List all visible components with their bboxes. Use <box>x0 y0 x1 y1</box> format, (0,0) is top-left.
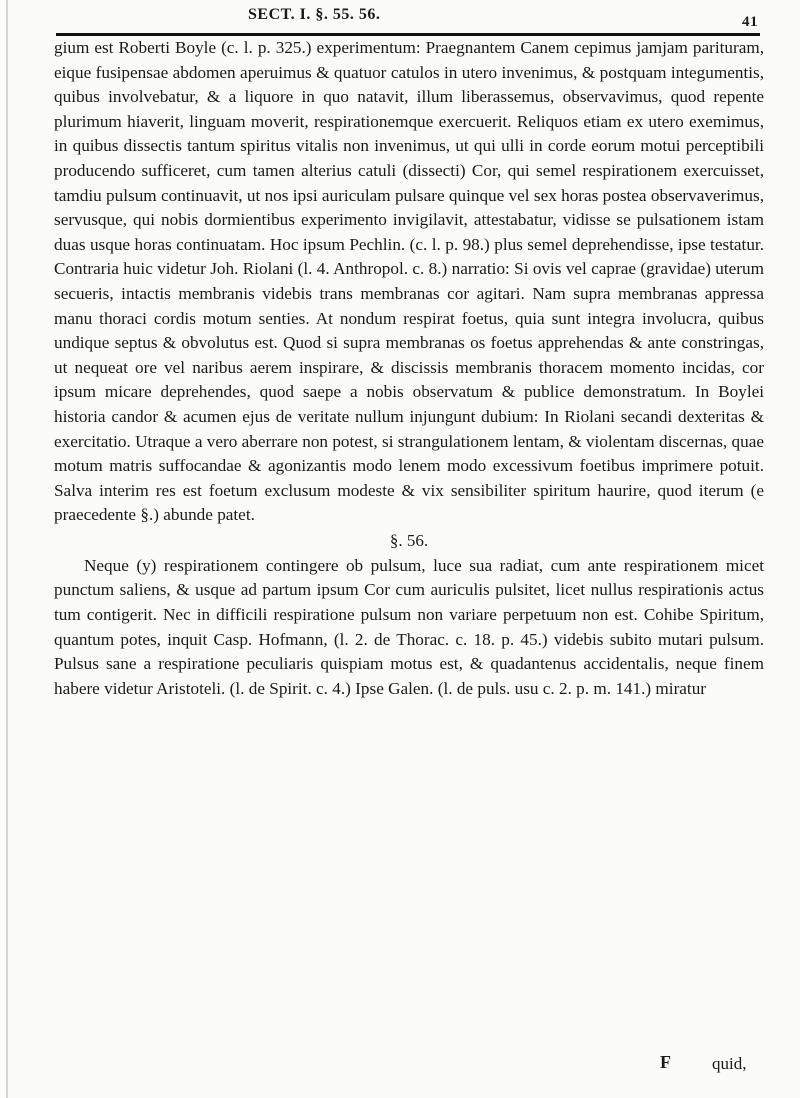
catchword: quid, <box>712 1054 747 1073</box>
page-header <box>248 4 758 30</box>
paragraph-2: Neque (y) respirationem contingere ob pulsum, luce sua radiat, cum ante respirationem micet punctum saliens, & usque ad partum ipsum Cor cum auriculis pulsitet, licet nullus respirationis actus tum contigerit. Nec in difficili respiratione pulsum non variare perpetuum non est. Cohibe Spiritum, quantum potes, inquit Casp. Hofmann, (l. 2. de Thorac. c. 18. p. 45.) videbis subito mutari pulsum. Pulsus sane a respiratione peculiaris quispiam motus est, & quadantenus accidentalis, neque finem habere videtur Aristoteli. (l. de Spirit. c. 4.) Ipse Galen. (l. de puls. usu c. 2. p. m. 141.) miratur <box>54 555 764 698</box>
section-heading: §. 56. <box>389 530 429 550</box>
signature-mark: F <box>660 1052 671 1072</box>
body-text <box>54 36 764 701</box>
page-number: 41 <box>742 14 758 30</box>
paragraph-1: gium est Roberti Boyle (c. l. p. 325.) experimentum: Praegnantem Canem cepimus jamjam parituram, eique fusipensae abdomen aperuimus & quatuor catulos in utero invenimus, & postquam integumentis, quibus involvebatur, & a liquore in quo natavit, illum liberassemus, observavimus, quod repente plurimum hiaverit, linguam moverit, respirationemque exercuerit. Reliquos etiam ex utero exemimus, in quibus dissectis tantum spiritus vitalis non invenimus, ut qui ulli in corde eorum motui perceptibili producendo sufficeret, cum tamen alterius catuli (dissecti) Cor, qui semel respirationem exercuisset, tamdiu pulsum continuavit, ut nos ipsi auriculam pulsare quinque vel sex horas postea observaverimus, servusque, qui nobis dormientibus experimento invigilavit, attestabatur, vidisse se pulsationem istam duas usque horas continuatam. Hoc ipsum Pechlin. (c. l. p. 98.) plus semel deprehendisse, ipse testatur. Contraria huic videtur Joh. Riolani (l. 4. Anthropol. c. 8.) narratio: Si ovis vel caprae (gravidae) uterum secueris, intactis membranis videbis trans membranas cor agitari. Nam supra membranas appressa manu thoraci cordis motum senties. At nondum respirat foetus, quia sunt integra involucra, quibus undique septus & obvolutus est. Quod si supra membranas os foetus apprehendas & ante constringas, ut nequeat ore vel naribus aerem inspirare, & discissis membranis thoracem momento incidas, cor ipsum micare deprehendes, quod saepe a nobis observatum & publice demonstratum. In Boylei historia candor & acumen ejus de veritate nullum injungunt dubium: In Riolani secandi dexteritas & exercitatio. Utraque a vero aberrare non potest, si strangulationem lentam, & violentam discernas, quae motum matris suffocandae & agonizantis modo lenem modo excessivum foetibus imprimere potuit. Salva interim res est foetum exclusum modeste & vix sensibiliter spiritum haurire, quod iterum (e praecedente §.) abunde patet. <box>54 38 764 525</box>
running-head: SECT. I. §. 55. 56. <box>248 6 381 23</box>
page-edge-rule <box>6 0 8 1098</box>
